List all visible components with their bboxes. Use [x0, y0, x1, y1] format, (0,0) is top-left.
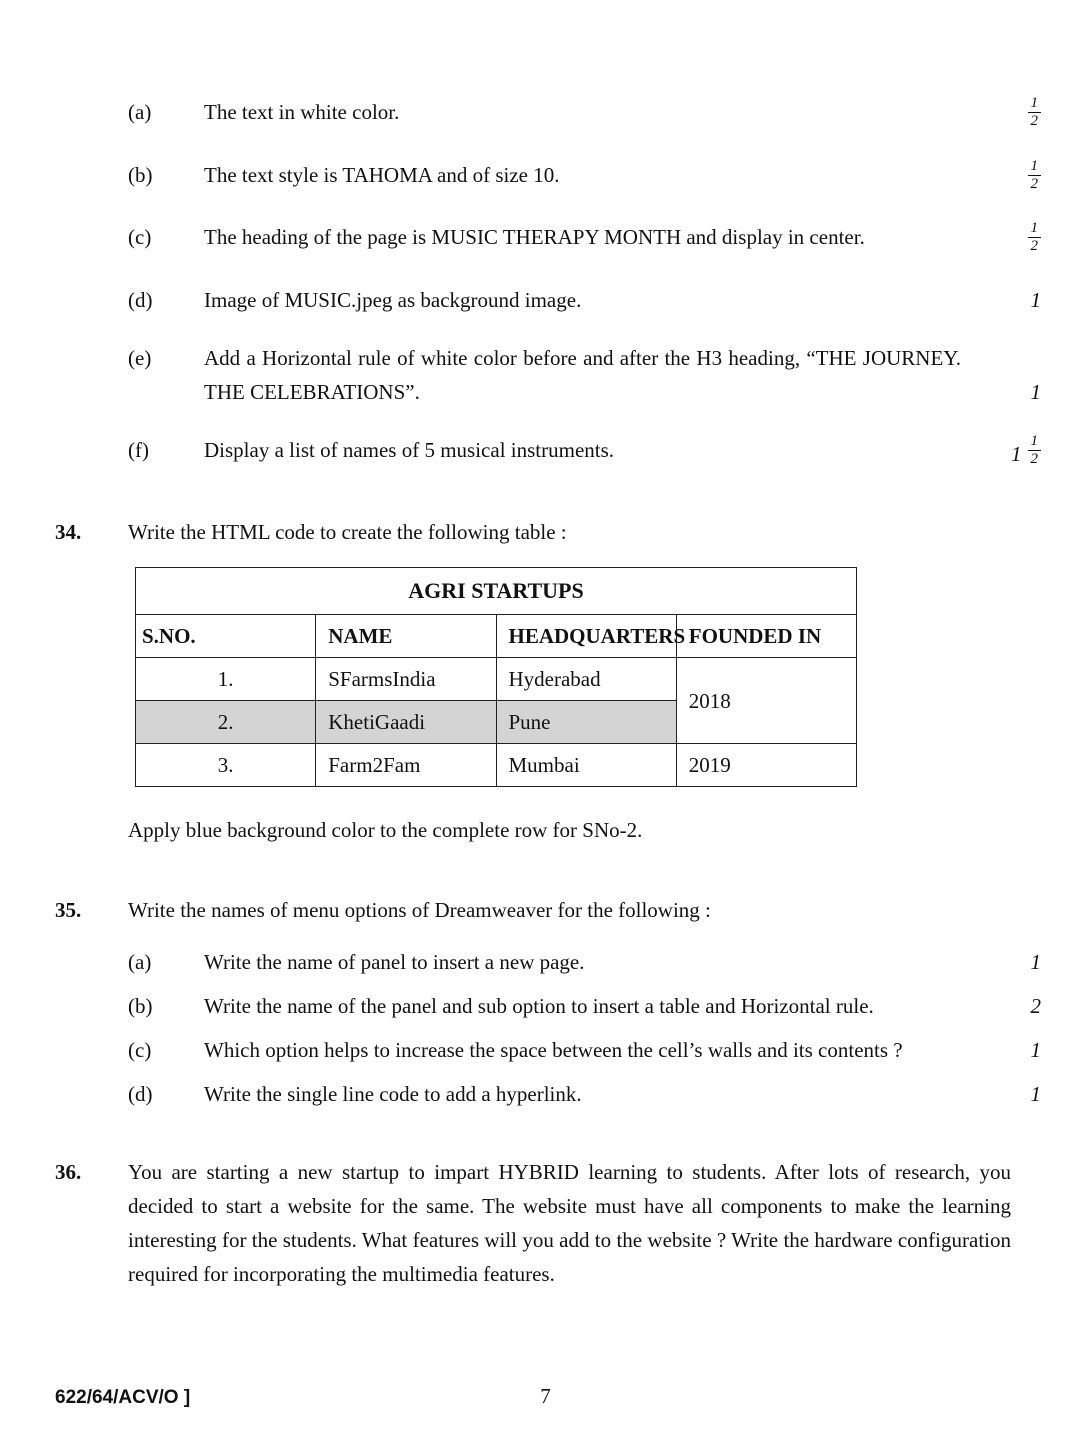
marks [991, 989, 1041, 1023]
table-cell-founded: 2019 [676, 744, 856, 787]
item-text: Write the name of the panel and sub option to insert a table and Horizontal rule. [204, 994, 874, 1018]
marks [991, 1077, 1041, 1111]
item-label: (b) [128, 994, 153, 1018]
column-header-founded: FOUNDED IN [676, 615, 856, 658]
table-cell-hq: Hyderabad [496, 658, 676, 701]
page-number: 7 [540, 1384, 551, 1408]
item-label: (f) [128, 437, 149, 462]
item-text: Which option helps to increase the space between the cell’s walls and its contents ? [204, 1038, 903, 1062]
question-text: Write the names of menu options of Dreamweaver for the following : [128, 898, 711, 922]
table-cell-name: KhetiGaadi [316, 701, 496, 744]
item-text: Write the name of panel to insert a new page. [204, 950, 585, 974]
paper-code: 622/64/ACV/O ] [55, 1387, 191, 1408]
item-text: The heading of the page is MUSIC THERAPY MONTH and display in center. [204, 225, 865, 249]
item-label: (d) [128, 1082, 153, 1106]
marks [991, 95, 1041, 134]
question-item-e [128, 341, 1041, 409]
table-cell-sno: 3. [136, 744, 316, 787]
item-text: Image of MUSIC.jpeg as background image. [204, 287, 582, 312]
table-note: Apply blue background color to the complete row for SNo-2. [128, 818, 643, 842]
question-item-d [128, 283, 1041, 317]
table-cell-hq: Mumbai [496, 744, 676, 787]
marks-whole: 1 [1030, 379, 1041, 404]
table-cell-name: Farm2Fam [316, 744, 496, 787]
table-title: AGRI STARTUPS [136, 568, 857, 615]
page-footer [0, 1384, 1091, 1409]
item-label: (b) [128, 162, 153, 187]
table-header-row [136, 615, 857, 658]
marks [991, 283, 1041, 317]
marks [991, 341, 1041, 409]
column-header-headquarters: HEADQUARTERS [496, 615, 676, 658]
marks [991, 1033, 1041, 1067]
item-label: (a) [128, 950, 152, 974]
fraction: $\frac{1}{2}$ [1028, 220, 1042, 256]
question-item-f [128, 433, 1041, 472]
table-cell-hq: Pune [496, 701, 676, 744]
question-text: You are starting a new startup to impart HYBRID learning to students. After lots of research, you decided to start a website for the same. The website must have all components to make the learning interesting for the students. What features will you add to the website ? Write the hardware configuration required for incorporating the multimedia features. [128, 1160, 1011, 1286]
item-text: Write the single line code to add a hyperlink. [204, 1082, 582, 1106]
marks [991, 945, 1041, 979]
question-item-c [128, 1033, 1041, 1067]
question-item-d [128, 1077, 1041, 1111]
item-label: (d) [128, 287, 153, 312]
marks-whole: 1 [1030, 287, 1041, 312]
question-number: 35. [55, 898, 82, 922]
table-cell-sno: 1. [136, 658, 316, 701]
question-text: Write the HTML code to create the following table : [128, 520, 567, 544]
column-header-sno: S.NO. [136, 615, 316, 658]
item-label: (c) [128, 225, 152, 249]
item-text: Add a Horizontal rule of white color before and after the H3 heading, “THE JOURNEY. THE CELEBRATIONS”. [204, 345, 961, 404]
question-36 [55, 1155, 1041, 1291]
question-number: 34. [55, 520, 82, 544]
question-item-a [128, 945, 1041, 979]
marks-whole: 1 [1030, 950, 1041, 974]
question-item-b [128, 989, 1041, 1023]
item-label: (e) [128, 345, 152, 370]
item-label: (a) [128, 100, 152, 124]
question-item-c [128, 220, 1041, 259]
table-cell-founded: 2018 [676, 658, 856, 744]
column-header-name: NAME [316, 615, 496, 658]
table-cell-sno: 2. [136, 701, 316, 744]
question-item-a [128, 95, 1041, 134]
table-cell-name: SFarmsIndia [316, 658, 496, 701]
question-number: 36. [55, 1160, 82, 1184]
marks-whole: 1 [1011, 442, 1022, 466]
table-title-row [136, 568, 857, 615]
fraction: $\frac{1}{2}$ [1028, 95, 1042, 131]
marks [991, 433, 1041, 472]
item-text: Display a list of names of 5 musical instruments. [204, 437, 615, 462]
marks-whole: 1 [1030, 1082, 1041, 1106]
question-35 [55, 893, 1041, 927]
item-label: (c) [128, 1038, 152, 1062]
marks-whole: 2 [1030, 994, 1041, 1018]
item-text: The text in white color. [204, 100, 400, 124]
item-text: The text style is TAHOMA and of size 10. [204, 162, 560, 187]
agri-startups-table [135, 567, 857, 787]
fraction: $\frac{1}{2}$ [1028, 158, 1042, 194]
fraction: $\frac{1}{2}$ [1028, 433, 1042, 469]
table-row [136, 744, 857, 787]
question-34 [55, 515, 1041, 549]
table-row [136, 658, 857, 701]
marks [991, 220, 1041, 259]
marks-whole: 1 [1030, 1038, 1041, 1062]
marks [991, 158, 1041, 197]
question-item-b [128, 158, 1041, 197]
